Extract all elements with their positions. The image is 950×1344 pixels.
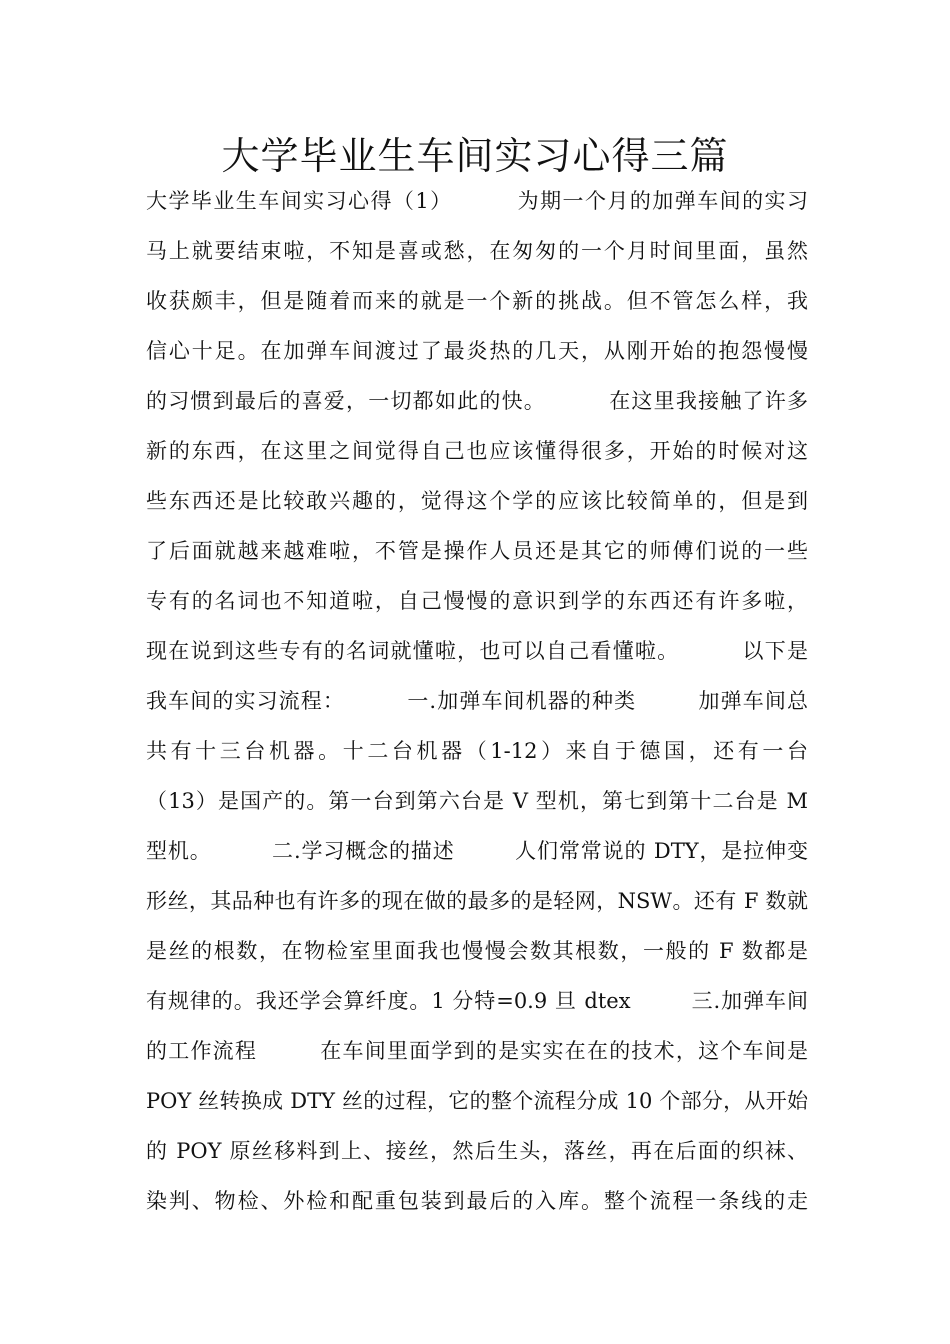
body-line-15: 形丝，其品种也有许多的现在做的最多的是轻网，NSW。还有 F 数就 [146,889,808,913]
body-line-7: 些东西还是比较敢兴趣的，觉得这个学的应该比较简单的，但是到 [146,489,808,513]
body-line-6: 新的东西，在这里之间觉得自己也应该懂得很多，开始的时候对这 [146,439,808,463]
body-line-12: 共有十三台机器。十二台机器（1-12）来自于德国，还有一台 [146,739,808,763]
body-line-3: 收获颇丰，但是随着而来的就是一个新的挑战。但不管怎么样，我 [146,289,808,313]
body-line-18: 的工作流程 在车间里面学到的是实实在在的技术，这个车间是 [146,1039,808,1063]
body-line-17: 有规律的。我还学会算纤度。1 分特=0.9 旦 dtex 三.加弹车间 [146,989,808,1013]
body-line-9: 专有的名词也不知道啦，自己慢慢的意识到学的东西还有许多啦， [146,589,808,613]
document-body [146,180,808,1230]
body-line-4: 信心十足。在加弹车间渡过了最炎热的几天，从刚开始的抱怨慢慢 [146,339,808,363]
body-line-8: 了后面就越来越难啦，不管是操作人员还是其它的师傅们说的一些 [146,539,808,563]
body-line-5: 的习惯到最后的喜爱，一切都如此的快。 在这里我接触了许多 [146,389,808,413]
body-line-19: POY 丝转换成 DTY 丝的过程，它的整个流程分成 10 个部分，从开始 [146,1089,808,1113]
body-line-13: （13）是国产的。第一台到第六台是 V 型机，第七到第十二台是 M [146,789,808,813]
body-line-20: 的 POY 原丝移料到上、接丝，然后生头，落丝，再在后面的织袜、 [146,1139,808,1163]
body-line-14: 型机。 二.学习概念的描述 人们常常说的 DTY，是拉伸变 [146,839,808,863]
body-line-21: 染判、物检、外检和配重包装到最后的入库。整个流程一条线的走 [146,1189,808,1213]
body-line-11: 我车间的实习流程： 一.加弹车间机器的种类 加弹车间总 [146,689,808,713]
document-title: 大学毕业生车间实习心得三篇 [221,134,729,178]
body-line-10: 现在说到这些专有的名词就懂啦，也可以自己看懂啦。 以下是 [146,639,808,663]
body-line-16: 是丝的根数，在物检室里面我也慢慢会数其根数，一般的 F 数都是 [146,939,808,963]
body-line-2: 马上就要结束啦，不知是喜或愁，在匆匆的一个月时间里面，虽然 [146,239,808,263]
body-line-1: 大学毕业生车间实习心得（1） 为期一个月的加弹车间的实习 [146,189,808,213]
